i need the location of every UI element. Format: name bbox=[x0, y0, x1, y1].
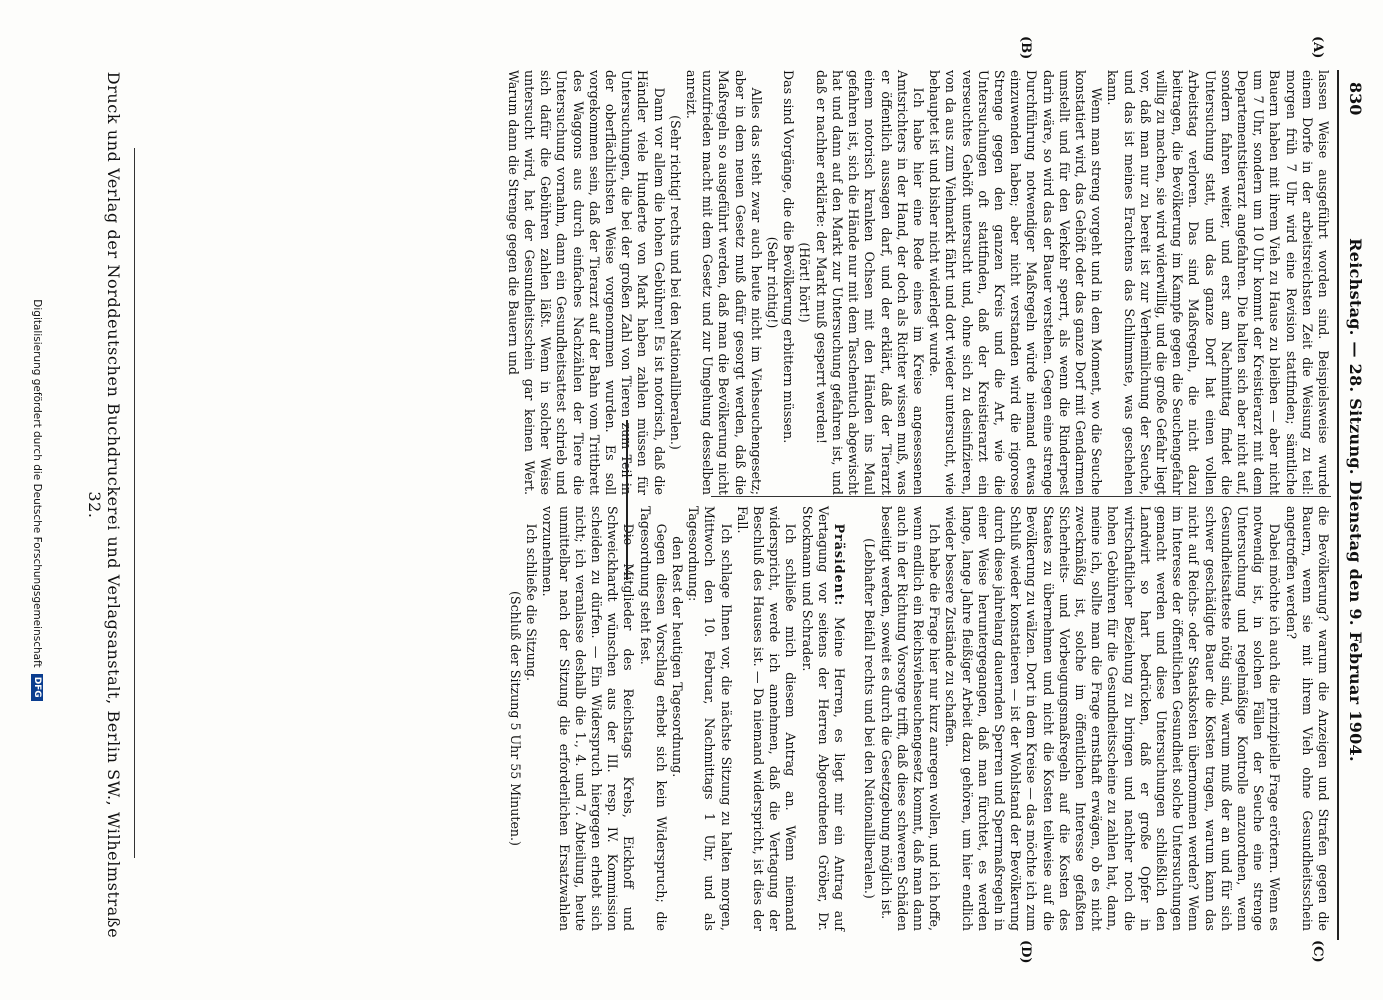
paragraph: Das sind Vorgänge, die die Bevölkerung erbittern müssen. bbox=[781, 70, 797, 444]
left-column bbox=[505, 70, 1331, 495]
paragraph: Alles das steht zwar auch heute nicht im Viehseuchengesetz; aber in dem neuen Gesetz muß dafür gesorgt werden, daß die Maßregeln so ausgeführt werden, daß man die Bevölkerung nicht unzufrieden macht mit dem Gesetz und zur Umgehung desselben anreizt. bbox=[684, 70, 764, 495]
speaker-label: Präsident: bbox=[832, 523, 848, 607]
interjection: (Hört! hört!) bbox=[797, 242, 813, 323]
paragraph: den Rest der heutigen Tagesordnung. bbox=[670, 536, 686, 778]
interjection: (Sehr richtig! rechts und bei den Nationalliberalen.) bbox=[667, 115, 683, 450]
margin-mark-d: (D) bbox=[1018, 940, 1033, 964]
credit-text: Digitalisierung gefördert durch die Deutsche Forschungsgemeinschaft bbox=[31, 299, 43, 668]
paragraph: Ich schließe mich diesem Antrag an. Wenn niemand widerspricht, werde ich annehmen, daß die Vertagung der Beschluß des Hauses ist. — Da niemand widerspricht, ist dies der Fall. bbox=[734, 506, 799, 931]
paragraph: die Bevölkerung? warum die Anzeigen und Strafen gegen die Bauern, wenn sie mit ihrem Vieh ohne Gesundheitsschein angetroffen werden? bbox=[1283, 506, 1331, 931]
paragraph: Dabei möchte ich auch die prinzipielle Frage erörtern. Wenn es notwendig ist, in solchen Fällen der Seuche eine strenge Untersuchung und regelmäßige Kontrolle anzuordnen, wenn Gesundheitsatteste nötig sind, warum muß der an und für sich schwer geschädigte Bauer die Kosten tragen, warum kann das nicht auf Reichs- oder Staatskosten übernommen werden? Wenn im Interesse der öffentlichen Gesundheit solche Untersuchungen gemacht werden und diese Untersuchungen schließlich den Landwirt so hart bedrücken, daß er große Opfer in wirtschaftlicher Beziehung zu bringen und nachher noch die hohen Gebühren für die Gesundheitsscheine zu zahlen hat, dann, meine ich, sollte man die Frage ernsthaft erwägen, ob es nicht zweckmäßig ist, solche im öffentlichen Interesse gefaßten Sicherheits- und Vorbeugungsmaßregeln auf die Kosten des Staates zu übernehmen und nicht die Kosten teilweise auf die Bevölkerung zu wälzen. Dort in dem Kreise — das möchte ich zum Schluß wieder konstatieren — ist der Wohlstand der Bevölkerung durch diese jahrelang dauernden Sperren und Sperrmaßregeln in einer Weise heruntergegangen, daß man fürchtet, es werden lange, lange Jahre fleißiger Arbeit dazu gehören, um hier endlich wieder bessere Zustände zu schaffen. bbox=[943, 506, 1283, 932]
impressum-rule bbox=[134, 148, 135, 858]
paragraph: Gegen diesen Vorschlag erhebt sich kein Widerspruch; die Tagesordnung steht fest. bbox=[637, 506, 669, 931]
paragraph: Ich habe hier eine Rede eines im Kreise angesessenen Amtsrichters in der Hand, der doch als Richter wissen muß, was er öffentlich aussagen darf, und der erklärt, daß der Tierarzt einem notorisch kranken Ochsen mit den Händen ins Maul gefahren ist, sich die Hände nur mit dem Taschentuch abgewischt hat und dann auf den Markt zur Untersuchung gefahren ist, und daß er nachher erklärte: der Markt muß gesperrt werden! bbox=[813, 70, 926, 495]
paragraph: Wenn man streng vorgeht und in dem Moment, wo die Seuche konstatiert wird, das Gehöft oder das ganze Dorf mit Gendarmen umstellt und für den Verkehr sperrt, als wenn die Rinderpest darin wäre, so wird das der Bauer verstehen. Gegen eine strenge Durchführung notwendiger Maßregeln würde niemand etwas einzuwenden haben; aber nicht verstanden wird die rigorose Strenge gegen den ganzen Kreis und die Art, wie die Untersuchungen oft stattfinden, daß der Kreistierarzt ein verseuchtes Gehöft untersucht und, ohne sich zu desinfizieren, von da aus zum Viehmarkt fährt und dort wieder untersucht, wie behauptet ist und bisher nicht widerlegt wurde. bbox=[927, 70, 1105, 495]
paragraph: Die Mitglieder des Reichstags Krebs, Eickhoff und Schweickhardt wünschen aus der III. resp. IV. Kommission scheiden zu dürfen. — Ein Widerspruch hiergegen erhebt sich nicht; ich veranlasse deshalb die 1., 4. und 7. Abteilung, heute unmittelbar nach der Sitzung die erforderlichen Ersatzwahlen vorzunehmen. bbox=[540, 506, 637, 931]
digitization-credit bbox=[31, 0, 43, 1000]
margin-mark-c: (C) bbox=[1310, 940, 1325, 963]
dfg-logo: DFG bbox=[31, 674, 43, 701]
end-rule bbox=[626, 420, 628, 580]
paragraph bbox=[799, 506, 848, 931]
interjection: (Lebhafter Beifall rechts und bei den Nationalliberalen.) bbox=[862, 538, 878, 899]
speech-text: Meine Herren, es liegt mir ein Antrag auf Vertagung vor seitens der Herren Abgeordneten Gröber, Dr. Stockmann und Schrader. bbox=[799, 506, 848, 931]
header-rule bbox=[1337, 70, 1339, 940]
paragraph: Dann vor allem die hohen Gebühren! Es ist notorisch, daß die Händler viele Hunderte von Mark haben zahlen müssen für Untersuchungen, die bei der großen Zahl von Tieren zum Teil in der oberflächlichsten Weise vorgenommen wurden. Es soll vorgekommen sein, daß der Tierarzt auf der Bahn vom Trittbrett des Waggons aus durch einfaches Nachzählen der Tiere die Untersuchung vornahm, dann ein Gesundheitsattest schrieb und sich dafür die Gebühren zahlen läßt. Wenn in solcher Weise untersucht wird, hat der Gesundheitsschein gar keinen Wert. Warum dann die Strenge gegen die Bauern und bbox=[505, 70, 667, 495]
margin-mark-a: (A) bbox=[1310, 36, 1325, 59]
paragraph: Ich habe die Frage hier nur kurz anregen wollen, und ich hoffe, wenn endlich ein Reichsviehseuchengesetz kommt, daß man dann auch in der Richtung Vorsorge trifft, daß diese schweren Schäden beseitigt werden, soweit es durch die Gesetzgebung möglich ist. bbox=[878, 506, 943, 931]
page-number: 830 bbox=[1346, 82, 1365, 116]
paragraph: lassen Weise ausgeführt worden sind. Beispielsweise wurde einem Dorfe in der arbeitsreichsten Zeit die Weisung zu teil: morgen früh 7 Uhr wird eine Revision stattfinden; sämtliche Bauern haben mit ihrem Vieh zu Hause zu bleiben — aber nicht um 7 Uhr, sondern um 10 Uhr kommt der Kreistierarzt mit dem Departementstierarzt angefahren. Die halten sich aber nicht auf, sondern fahren weiter, und erst am Nachmittag findet die Untersuchung statt, und das ganze Dorf hat einen vollen Arbeitstag verloren. Das sind Maßregeln, die nicht dazu beitragen, die Bevölkerung im Kampfe gegen die Seuchengefahr willig zu machen, sie wird widerwillig, und die große Gefahr liegt vor, daß man nur zu bereit ist zur Verheimlichung der Seuche, und das ist meines Erachtens das Schlimmste, was geschehen kann. bbox=[1105, 70, 1331, 495]
printer-imprint: Druck und Verlag der Norddeutschen Buchdruckerei und Verlagsanstalt, Berlin SW., Wilhelmstraße 32. bbox=[85, 71, 123, 939]
right-column bbox=[507, 506, 1331, 931]
paragraph: Ich schlage Ihnen vor, die nächste Sitzung zu halten morgen, Mittwoch den 10. Februar, Nachmittags 1 Uhr, und als Tagesordnung: bbox=[686, 506, 734, 931]
interjection: (Schluß der Sitzung 5 Uhr 55 Minuten.) bbox=[508, 591, 524, 846]
margin-mark-b: (B) bbox=[1018, 36, 1033, 60]
column-rule bbox=[711, 496, 1331, 497]
paragraph: Ich schließe die Sitzung. bbox=[524, 523, 540, 681]
paragraph-spacer bbox=[847, 506, 861, 931]
running-head: Reichstag. — 28. Sitzung. Dienstag den 9. Februar 1904. bbox=[1346, 238, 1365, 762]
interjection: (Sehr richtig!) bbox=[765, 236, 781, 329]
page-header bbox=[1339, 60, 1365, 940]
